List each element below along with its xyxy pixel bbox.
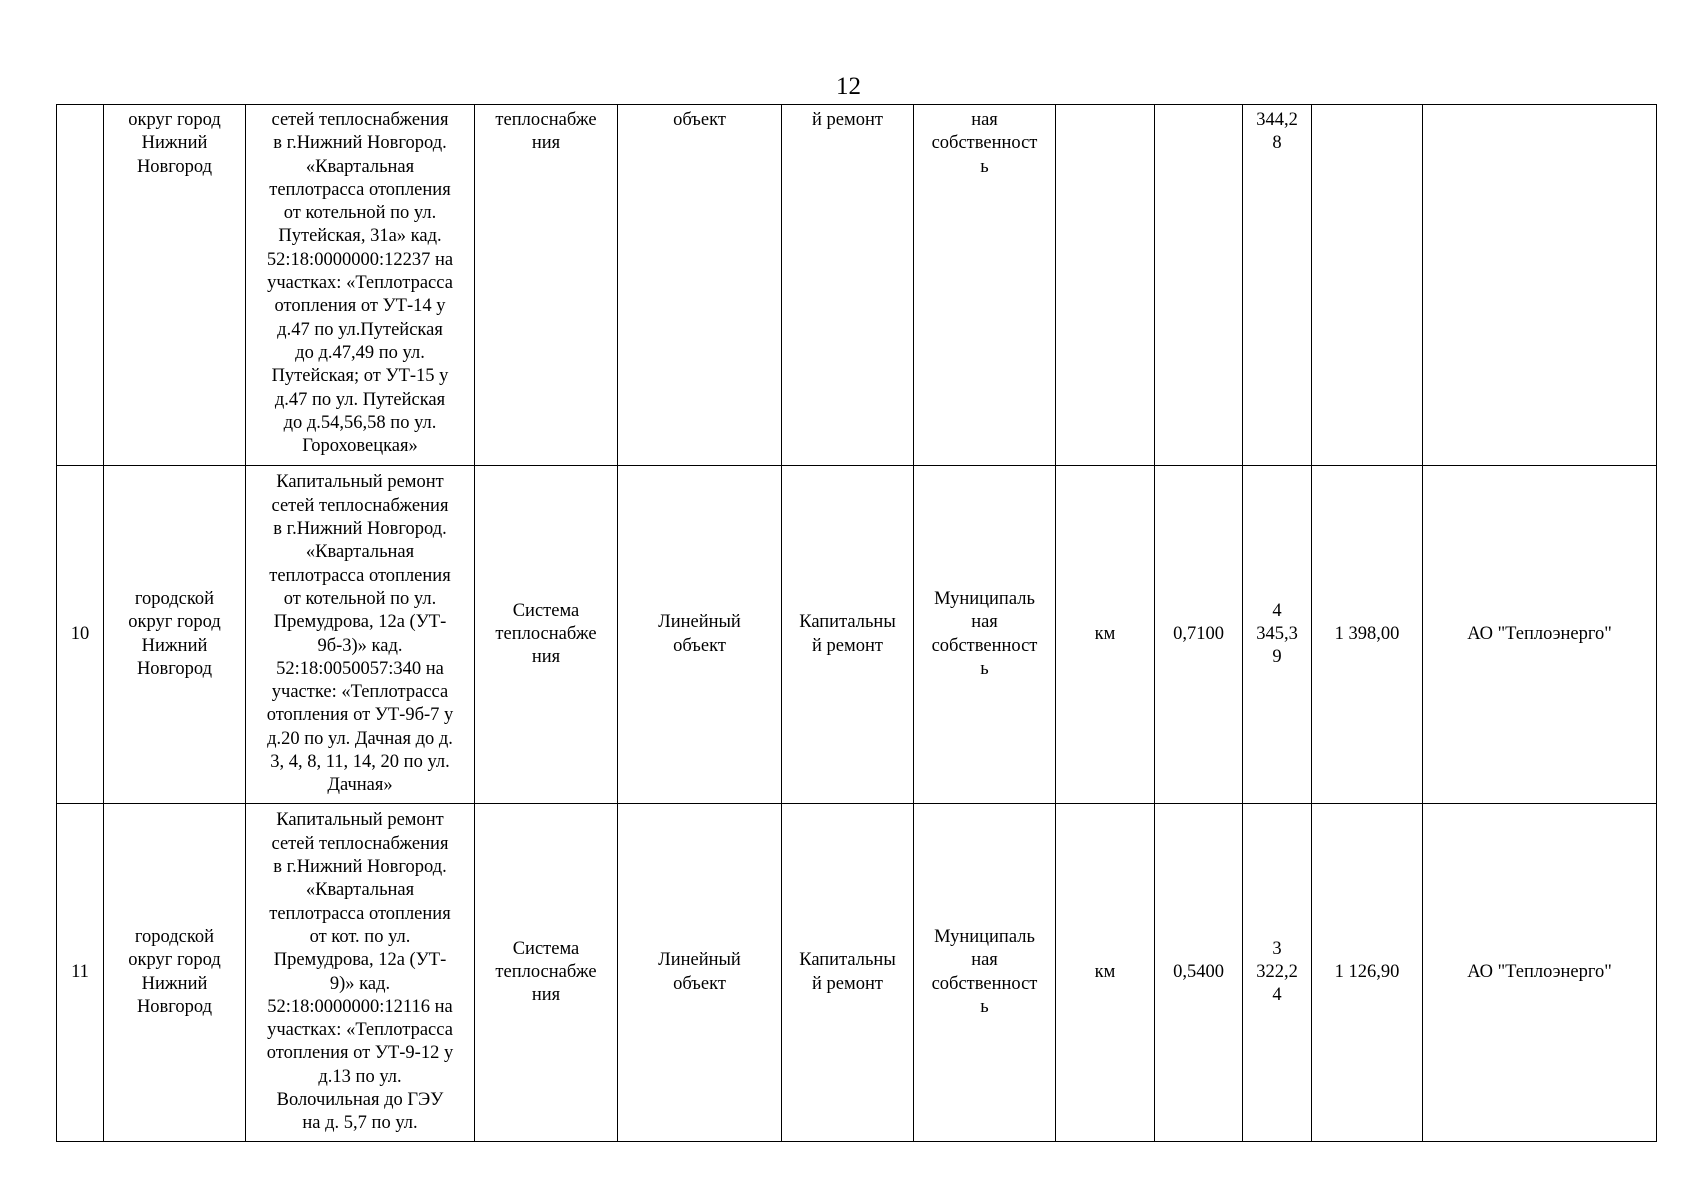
cell-municipality: городской округ город Нижний Новгород	[104, 466, 246, 804]
cell-description: Капитальный ремонт сетей теплоснабжения в г.Нижний Новгород. «Квартальная теплотрасса отопления от котельной по ул. Премудрова, 12а (УТ- 9б-3)» кад. 52:18:0050057:340 на участке: «Теплотрасса отопления от УТ-9б-7 у д.20 по ул. Дачная до д. 3, 4, 8, 11, 14, 20 по ул. Дачная»	[246, 466, 475, 804]
cell-amount: 1 126,90	[1312, 804, 1423, 1142]
cell-executor: АО "Теплоэнерго"	[1423, 804, 1657, 1142]
cell-ownership: ная собственност ь	[914, 105, 1056, 466]
cell-cost: 344,2 8	[1243, 105, 1312, 466]
cell-system: теплоснабже ния	[475, 105, 618, 466]
cell-ownership: Муниципаль ная собственност ь	[914, 804, 1056, 1142]
cell-system: Система теплоснабже ния	[475, 804, 618, 1142]
cell-row-number	[57, 105, 104, 466]
cell-executor: АО "Теплоэнерго"	[1423, 466, 1657, 804]
cell-object-type: Линейный объект	[618, 466, 782, 804]
table-row	[57, 466, 1657, 804]
cell-description: сетей теплоснабжения в г.Нижний Новгород. «Квартальная теплотрасса отопления от котельной по ул. Путейская, 31а» кад. 52:18:0000000:12237 на участках: «Теплотрасса отопления от УТ-14 у д.47 по ул.Путейская до д.47,49 по ул. Путейская; от УТ-15 у д.47 по ул. Путейская до д.54,56,58 по ул. Гороховецкая»	[246, 105, 475, 466]
cell-unit: км	[1056, 466, 1155, 804]
cell-cost: 3 322,2 4	[1243, 804, 1312, 1142]
cell-object-type: Линейный объект	[618, 804, 782, 1142]
cell-amount: 1 398,00	[1312, 466, 1423, 804]
cell-work-type: й ремонт	[782, 105, 914, 466]
cell-object-type: объект	[618, 105, 782, 466]
cell-work-type: Капитальны й ремонт	[782, 804, 914, 1142]
cell-work-type: Капитальны й ремонт	[782, 466, 914, 804]
table-row	[57, 105, 1657, 466]
cell-quantity: 0,5400	[1155, 804, 1243, 1142]
cell-municipality: округ город Нижний Новгород	[104, 105, 246, 466]
cell-executor	[1423, 105, 1657, 466]
cell-cost: 4 345,3 9	[1243, 466, 1312, 804]
cell-amount	[1312, 105, 1423, 466]
cell-unit: км	[1056, 804, 1155, 1142]
works-table	[56, 104, 1657, 1142]
cell-quantity: 0,7100	[1155, 466, 1243, 804]
cell-municipality: городской округ город Нижний Новгород	[104, 804, 246, 1142]
cell-ownership: Муниципаль ная собственност ь	[914, 466, 1056, 804]
cell-system: Система теплоснабже ния	[475, 466, 618, 804]
cell-row-number: 11	[57, 804, 104, 1142]
cell-unit	[1056, 105, 1155, 466]
table-row	[57, 804, 1657, 1142]
cell-description: Капитальный ремонт сетей теплоснабжения в г.Нижний Новгород. «Квартальная теплотрасса отопления от кот. по ул. Премудрова, 12а (УТ- 9)» кад. 52:18:0000000:12116 на участках: «Теплотрасса отопления от УТ-9-12 у д.13 по ул. Волочильная до ГЭУ на д. 5,7 по ул.	[246, 804, 475, 1142]
cell-row-number: 10	[57, 466, 104, 804]
cell-quantity	[1155, 105, 1243, 466]
page-number: 12	[836, 73, 861, 100]
